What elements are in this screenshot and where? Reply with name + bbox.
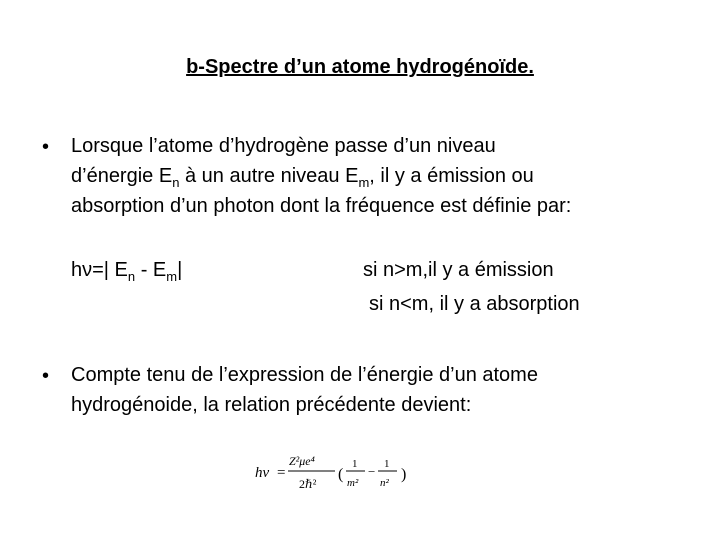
paragraph-line: hydrogénoide, la relation précédente devient: — [71, 394, 472, 416]
energy-equation — [255, 448, 415, 496]
text-run: , il y a émission ou — [369, 165, 534, 187]
paragraph-line: Lorsque l’atome d’hydrogène passe d’un niveau — [71, 135, 496, 157]
emission-condition: si n>m,il y a émission — [363, 259, 554, 281]
fraction-2-numerator: 1 — [384, 458, 390, 470]
bullet-paragraph-relation — [71, 360, 538, 420]
text-run: à un autre niveau E — [179, 165, 359, 187]
equation-lhs: hν — [255, 465, 270, 481]
fraction-1-numerator: 1 — [352, 458, 358, 470]
bullet-marker: • — [42, 136, 50, 158]
bullet-paragraph-transition — [71, 131, 571, 221]
paragraph-line: absorption d’un photon dont la fréquence est définie par: — [71, 195, 572, 217]
absorption-condition: si n<m, il y a absorption — [369, 293, 580, 315]
slide-title: b-Spectre d’un atome hydrogénoïde. — [186, 56, 534, 78]
paragraph-line: Compte tenu de l’expression de l’énergie d’un atome — [71, 364, 538, 386]
fraction-2-denominator: n² — [380, 477, 389, 489]
subscript-m: m — [166, 269, 178, 284]
bullet-marker: • — [42, 365, 50, 387]
equation-open-paren: ( — [338, 466, 344, 483]
paragraph-line — [71, 161, 571, 191]
subscript-n: n — [127, 269, 136, 284]
fraction-1-denominator: m² — [347, 477, 359, 489]
frequency-formula — [71, 259, 182, 282]
subscript-n: n — [172, 175, 180, 190]
text-run: d’énergie E — [71, 165, 173, 187]
equation-close-paren: ) — [401, 466, 407, 483]
equation-numerator: Z²μe⁴ — [289, 454, 315, 468]
equation-equals: = — [277, 465, 286, 481]
formula-text: - E — [135, 259, 167, 281]
equation-denominator: 2ℏ² — [299, 477, 317, 491]
equation-minus: − — [368, 464, 376, 479]
formula-text: | — [177, 259, 183, 281]
subscript-m: m — [358, 175, 370, 190]
formula-text: hν=| E — [71, 259, 128, 281]
